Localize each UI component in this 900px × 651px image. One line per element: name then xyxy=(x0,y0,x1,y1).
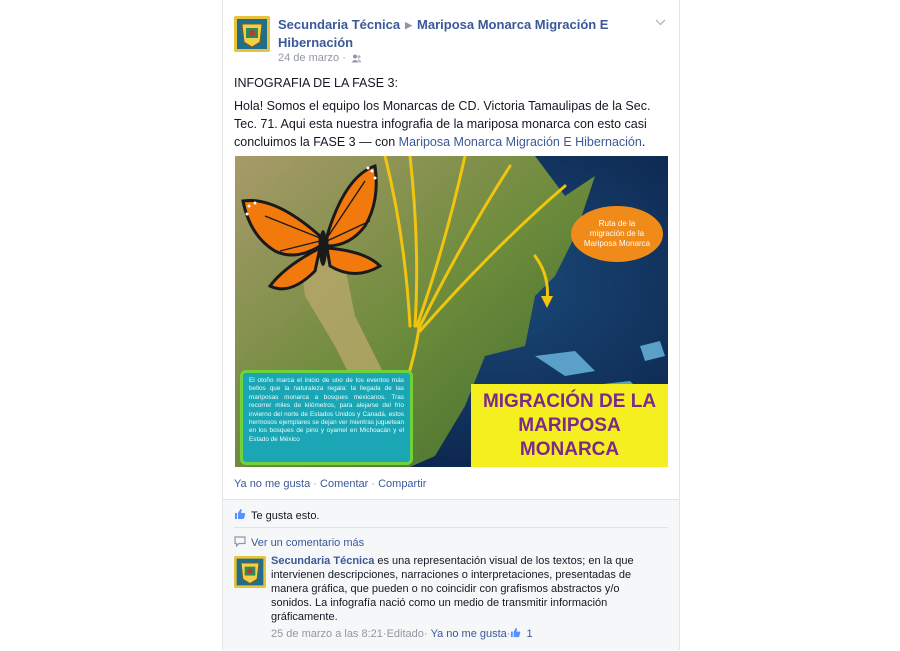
with-end: . xyxy=(641,135,646,149)
comment-time-link[interactable]: 25 de marzo a las 8:21 xyxy=(271,628,383,640)
with-link[interactable]: Mariposa Monarca Migración E Hibernación xyxy=(398,135,642,149)
thumbs-up-icon xyxy=(234,508,246,523)
post-body-text: Hola! Somos el equipo los Monarcas de CD. Victoria Tamaulipas de la Sec. Tec. 71. Aqui esta nuestra infografia de la mariposa monarca con esto casi concluimos la FASE 3 xyxy=(234,99,651,149)
actions-separator: · xyxy=(310,478,321,490)
commenter-avatar[interactable] xyxy=(234,556,266,588)
route-bubble: Ruta de la migración de la Mariposa Monarca xyxy=(571,206,663,262)
meta-separator: · xyxy=(382,628,387,640)
with-text: — con xyxy=(355,135,399,149)
arrow-right-icon: ▶ xyxy=(405,20,413,30)
comment-link[interactable]: Comentar xyxy=(320,478,369,490)
infographic-title: MIGRACIÓN DE LA MARIPOSA MONARCA xyxy=(471,384,668,467)
meta-separator: · xyxy=(506,628,511,640)
comment-like-count[interactable]: 1 xyxy=(526,628,533,640)
feedback-section xyxy=(223,499,679,651)
view-more-comments-link[interactable]: Ver un comentario más xyxy=(251,537,365,549)
meta-separator: · xyxy=(423,628,428,640)
comment-body xyxy=(271,554,641,624)
chevron-down-icon[interactable] xyxy=(655,17,666,29)
timestamp-link[interactable]: 24 de marzo xyxy=(278,52,340,64)
comment-text: es una representación visual de los textos; en la que intervienen descripciones, narraciones o interpretaciones, presentadas de manera gráfica, que pueden o no coincidir con grafismos abstractos y/o sonidos. La infografía nació como un medio de transmitir información gráficamente. xyxy=(271,555,634,623)
likes-text: Te gusta esto. xyxy=(251,509,320,522)
info-text-box: El otoño marca el inicio de uno de los eventos más bellos que la naturaleza regala: la llegada de las mariposas monarca a bosques mexicanos. Tras recorrer miles de kilómetros, para alejarse del frío invierno del norte de Estados Unidos y Canadá, estos hermosos ejemplares se dejan ver mientras juguetean en los bosques de pino y oyamel en Michoacán y el Estado de México xyxy=(240,370,413,465)
comment-author-link[interactable]: Secundaria Técnica xyxy=(271,555,375,567)
unlike-link[interactable]: Ya no me gusta xyxy=(234,478,311,490)
thumbs-up-icon xyxy=(510,627,521,641)
comment-bubble-icon xyxy=(234,536,246,550)
target-name-link[interactable]: Mariposa Monarca Migración E Hibernación xyxy=(278,17,609,50)
friends-audience-icon[interactable] xyxy=(351,54,362,66)
comment-meta xyxy=(271,627,533,641)
comment-edited[interactable]: Editado xyxy=(386,628,424,640)
post-heading: INFOGRAFIA DE LA FASE 3: xyxy=(234,76,398,90)
post-date xyxy=(278,52,362,66)
post-title xyxy=(278,16,648,51)
page-name-link[interactable]: Secundaria Técnica xyxy=(278,17,401,32)
likes-summary xyxy=(234,508,320,523)
infographic-image[interactable] xyxy=(235,156,668,467)
divider xyxy=(234,527,668,528)
more-comments-row xyxy=(234,536,364,550)
post-body xyxy=(234,97,670,151)
post-card xyxy=(222,0,680,650)
date-separator: · xyxy=(342,52,346,64)
share-link[interactable]: Compartir xyxy=(378,478,427,490)
post-actions xyxy=(234,478,426,490)
page-avatar[interactable] xyxy=(234,16,270,52)
comment-unlike-link[interactable]: Ya no me gusta xyxy=(430,628,507,640)
actions-separator: · xyxy=(368,478,379,490)
